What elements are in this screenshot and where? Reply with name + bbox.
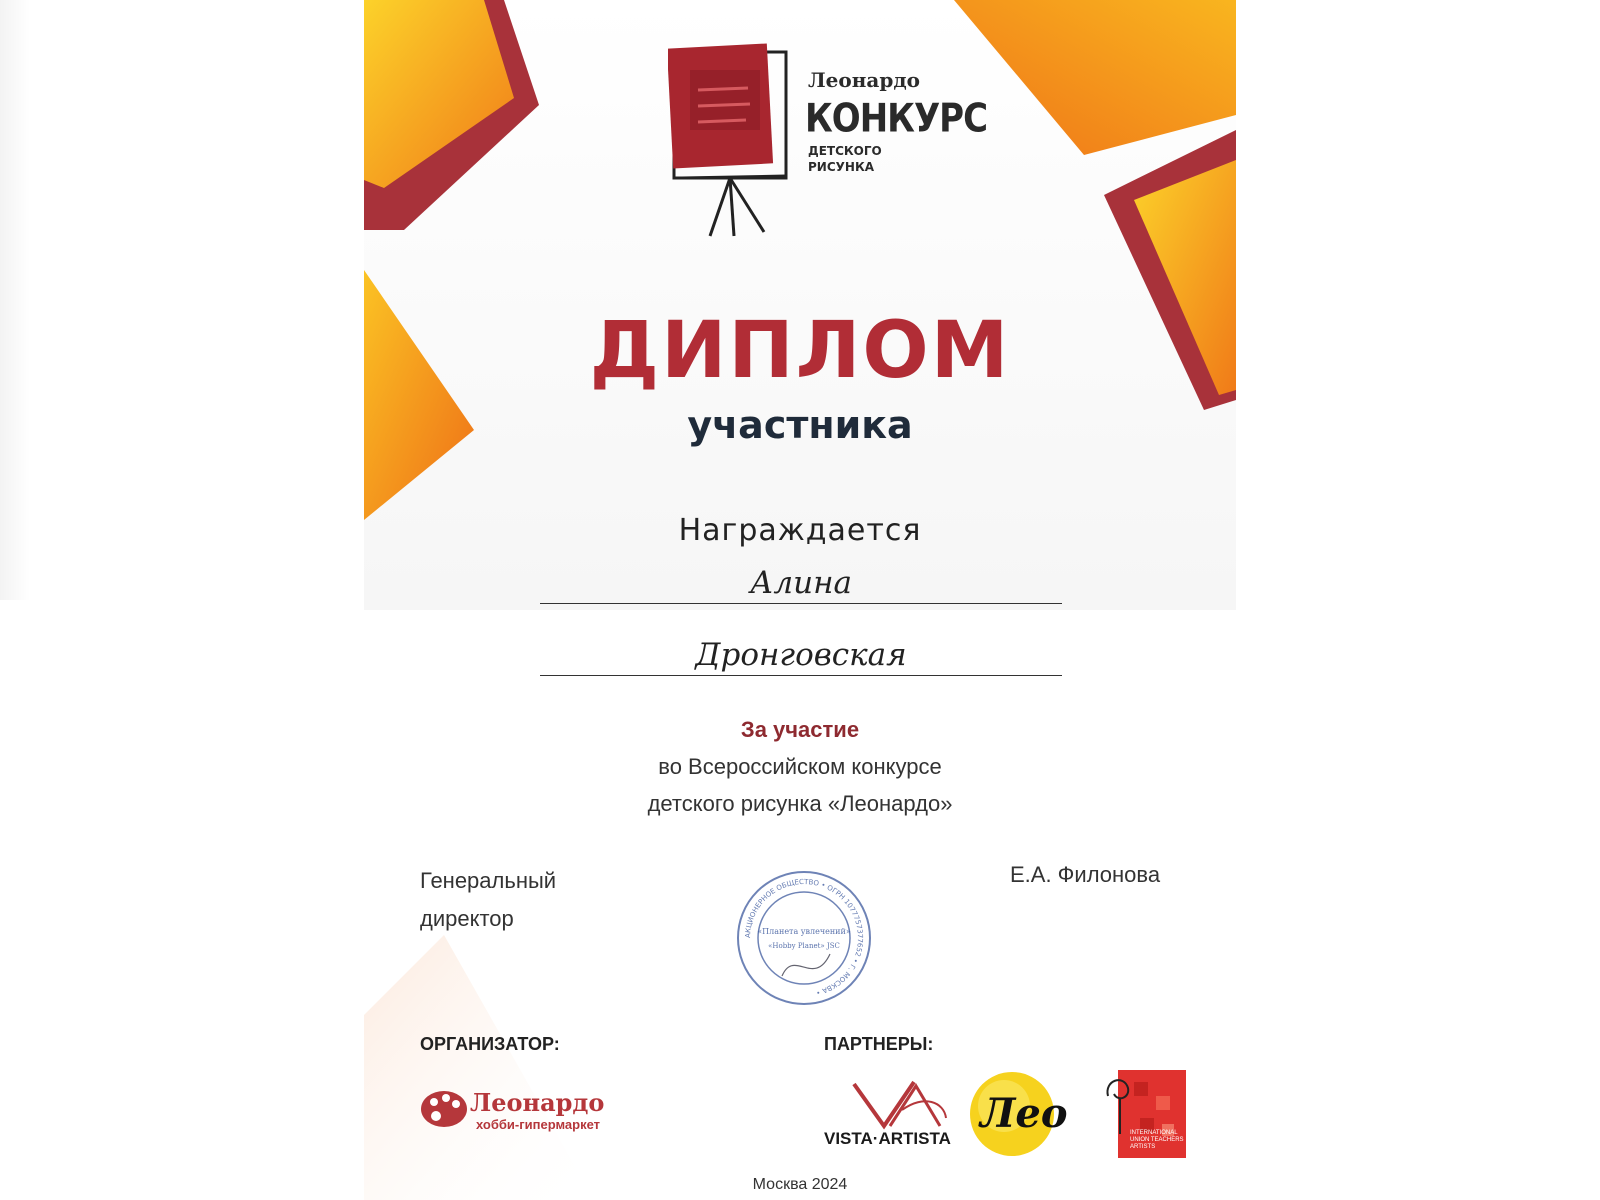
logo-word: КОНКУРС <box>805 96 988 142</box>
diploma-sheet <box>364 0 1236 1200</box>
stamp-center-line-2: «Hobby Planet» JSC <box>768 942 840 950</box>
award-reason-line-2: детского рисунка «Леонардо» <box>647 791 953 816</box>
diploma-title: ДИПЛОМ <box>589 306 1011 396</box>
partners-label: ПАРТНЕРЫ: <box>824 1034 934 1054</box>
vista-artista-logo-icon <box>844 1074 954 1130</box>
organizer-sub: хобби-гипермаркет <box>476 1117 601 1132</box>
logo-sub-1: ДЕТСКОГО <box>808 144 882 158</box>
partner-international-union: INTERNATIONAL UNION TEACHERS ARTISTS <box>1130 1130 1184 1150</box>
page-shadow <box>0 0 30 600</box>
svg-text:АКЦИОНЕРНОЕ ОБЩЕСТВО • ОГРН 10 <box>744 878 864 997</box>
signatory-name: Е.А. Филонова <box>1010 862 1161 887</box>
recipient-last-name: Дронговская <box>540 637 1062 676</box>
signatory-role <box>420 862 556 938</box>
organizer-name: Леонардо <box>470 1088 605 1117</box>
recipient-first-name: Алина <box>540 565 1062 604</box>
footer-place-year: Москва 2024 <box>752 1176 848 1193</box>
stamp-center-line-1: «Планета увлечений» <box>757 927 851 936</box>
official-stamp <box>734 868 874 1008</box>
partner-leo: Лео <box>980 1090 1068 1137</box>
contest-logo <box>668 40 988 240</box>
award-reason-line-1: во Всероссийском конкурсе <box>658 754 942 779</box>
diploma-subtitle: участника <box>687 403 913 447</box>
partner-vista-artista: VISTA·ARTISTA <box>824 1129 951 1148</box>
easel-icon <box>668 40 808 240</box>
signatory-role-line-1: Генеральный <box>420 868 557 893</box>
awarded-label: Награждается <box>678 513 922 548</box>
signatory-role-line-2: директор <box>420 906 514 931</box>
organizer-label: ОРГАНИЗАТОР: <box>420 1034 560 1054</box>
deco-faint-bl <box>364 935 594 1200</box>
deco-orange-tr <box>954 0 1236 155</box>
palette-icon <box>420 1088 470 1130</box>
award-reason-heading: За участие <box>740 717 860 742</box>
logo-sub-2: РИСУНКА <box>808 160 875 174</box>
logo-brand: Леонардо <box>808 68 921 92</box>
stamp-ring-text: АКЦИОНЕРНОЕ ОБЩЕСТВО • ОГРН 1077757377652 • Г. МОСКВА • <box>743 877 865 997</box>
